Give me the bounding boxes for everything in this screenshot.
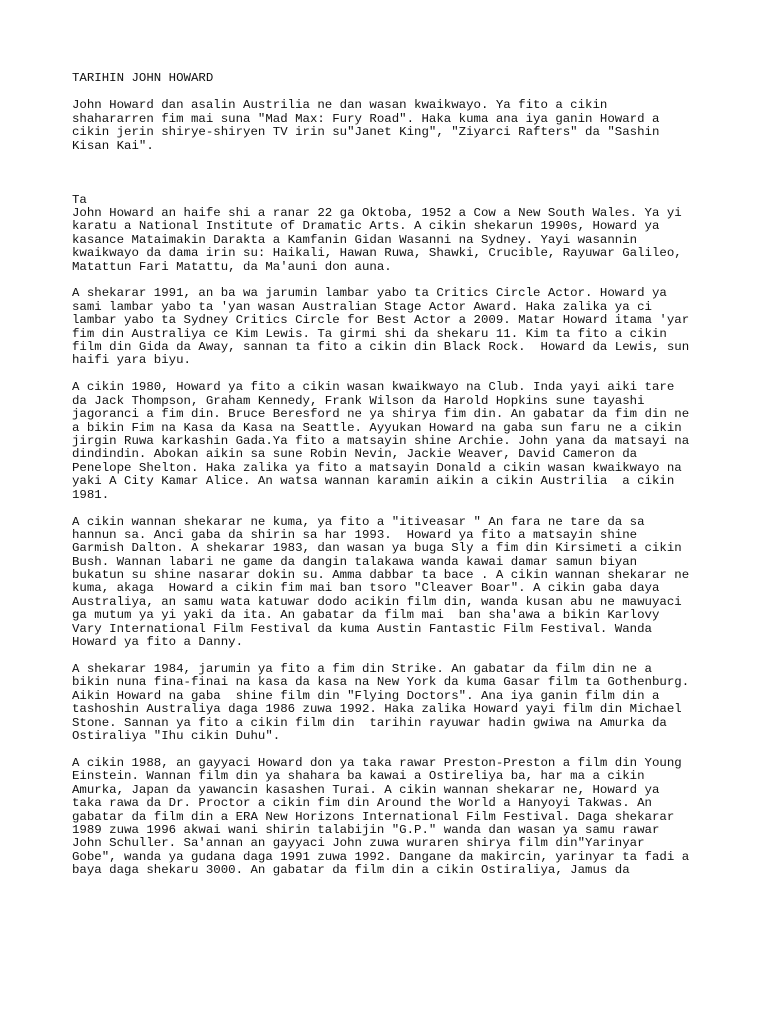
text-line: Aikin Howard na gaba shine film din "Flying Doctors". Ana iya ganin film din a (72, 688, 660, 703)
text-line: da Jack Thompson, Graham Kennedy, Frank Wilson da Harold Hopkins sune tayashi (72, 393, 645, 408)
text-line: kasance Mataimakin Darakta a Kamfanin Gidan Wasanni na Sydney. Yayi wasannin (72, 232, 638, 247)
text-line: lambar yabo ta Sydney Critics Circle for Best Actor a 2009. Matar Howard itama 'yar (72, 313, 690, 328)
text-line: Matattun Fari Matattu, da Ma'auni don auna. (72, 259, 392, 274)
text-line: bukatun su shine nasarar dokin su. Amma dabbar ta bace . A cikin wannan shekarar ne (72, 568, 690, 583)
text-line: cikin jerin shirye-shiryen TV irin su"Janet King", "Ziyarci Rafters" da "Sashin (72, 125, 660, 140)
text-line: Australiya, an samu wata katuwar dodo acikin film din, wanda kusan abu ne mawuyaci (72, 594, 682, 609)
text-line: A cikin 1988, an gayyaci Howard don ya taka rawar Preston-Preston a film din Young (72, 755, 682, 770)
paragraph (72, 287, 712, 367)
text-line: Bush. Wannan labari ne game da dangin talakawa wanda kawai damar samun biyan (72, 554, 638, 569)
text-line: John Howard dan asalin Austrilia ne dan wasan kwaikwayo. Ya fito a cikin (72, 98, 608, 113)
paragraph (72, 99, 712, 153)
text-line: tashoshin Australiya daga 1986 zuwa 1992. Haka zalika Howard yayi film din Michael (72, 702, 682, 717)
text-line: ga mutum ya yi yaki da ita. An gabatar da film mai ban sha'awa a bikin Karlovy (72, 608, 660, 623)
text-line: 1981. (72, 487, 110, 502)
text-line: bikin nuna fina-finai na kasa da kasa na New York da kuma Gasar film ta Gothenburg. (72, 675, 690, 690)
text-line: baya daga shekaru 3000. An gabatar da film din a cikin Ostiraliya, Jamus da (72, 863, 630, 878)
text-line: Garmish Dalton. A shekarar 1983, dan wasan ya buga Sly a fim din Kirsimeti a cikin (72, 541, 682, 556)
text-line: jagoranci a fim din. Bruce Beresford ne ya shirya fim din. An gabatar da fim din ne (72, 407, 690, 422)
text-line: Vary International Film Festival da kuma Austin Fantastic Film Festival. Wanda (72, 621, 652, 636)
text-line: haifi yara biyu. (72, 353, 191, 368)
text-line: Ostiraliya "Ihu cikin Duhu". (72, 728, 281, 743)
text-line: jirgin Ruwa karkashin Gada.Ya fito a matsayin shine Archie. John yana da matsayi na (72, 433, 690, 448)
document-page (72, 72, 712, 891)
text-line: 1989 zuwa 1996 akwai wani shirin talabijin "G.P." wanda dan wasan ya samu rawar (72, 822, 660, 837)
text-line: dindindin. Abokan aikin sa sune Robin Nevin, Jackie Weaver, David Cameron da (72, 447, 638, 462)
text-line: Penelope Shelton. Haka zalika ya fito a matsayin Donald a cikin wasan kwaikwayo na (72, 460, 682, 475)
text-line: John Howard an haife shi a ranar 22 ga Oktoba, 1952 a Cow a New South Wales. Ya yi (72, 205, 682, 220)
text-line: film din Gida da Away, sannan ta fito a cikin din Black Rock. Howard da Lewis, sun (72, 340, 690, 355)
text-line: Stone. Sannan ya fito a cikin film din tarihin rayuwar hadin gwiwa na Amurka da (72, 715, 667, 730)
text-line: hannun sa. Anci gaba da shirin sa har 1993. Howard ya fito a matsayin shine (72, 527, 638, 542)
text-line: gabatar da film din a ERA New Horizons International Film Festival. Daga shekarar (72, 809, 675, 824)
paragraph (72, 663, 712, 743)
document-title: TARIHIN JOHN HOWARD (72, 71, 214, 85)
text-line: Ta (72, 192, 87, 207)
text-line: A shekarar 1984, jarumin ya fito a fim din Strike. An gabatar da film din ne a (72, 662, 652, 677)
document-body (72, 99, 712, 877)
text-line: Gobe", wanda ya gudana daga 1991 zuwa 1992. Dangane da makircin, yarinyar ta fadi a (72, 849, 690, 864)
text-line: yaki A City Kamar Alice. An watsa wannan karamin aikin a cikin Austrilia a cikin (72, 474, 675, 489)
text-line: Einstein. Wannan film din ya shahara ba kawai a Ostireliya ba, har ma a cikin (72, 769, 645, 784)
text-line: Kisan Kai". (72, 138, 154, 153)
text-line: shahararren fim mai suna "Mad Max: Fury Road". Haka kuma ana iya ganin Howard a (72, 111, 660, 126)
text-line: A cikin 1980, Howard ya fito a cikin wasan kwaikwayo na Club. Inda yayi aiki tare (72, 380, 675, 395)
text-line: A shekarar 1991, an ba wa jarumin lambar yabo ta Critics Circle Actor. Howard ya (72, 286, 667, 301)
text-line: a bikin Fim na Kasa da Kasa na Seattle. Ayyukan Howard na gaba sun faru ne a cikin (72, 420, 682, 435)
text-line: John Schuller. Sa'annan an gayyaci John zuwa wuraren shirya film din"Yarinyar (72, 836, 645, 851)
paragraph (72, 194, 712, 274)
text-line: taka rawa da Dr. Proctor a cikin fim din Around the World a Hanyoyi Takwas. An (72, 796, 652, 811)
paragraph (72, 516, 712, 650)
text-line: Amurka, Japan da yawancin kasashen Turai. A cikin wannan shekarar ne, Howard ya (72, 782, 660, 797)
text-line: A cikin wannan shekarar ne kuma, ya fito a "itiveasar " An fara ne tare da sa (72, 514, 645, 529)
text-line: kuma, akaga Howard a cikin fim mai ban tsoro "Cleaver Boar". A cikin gaba daya (72, 581, 660, 596)
text-line: kwaikwayo da dama irin su: Haikali, Hawan Ruwa, Shawki, Crucible, Rayuwar Galileo, (72, 246, 682, 261)
text-line: Howard ya fito a Danny. (72, 635, 244, 650)
paragraph (72, 757, 712, 878)
text-line: sami lambar yabo ta 'yan wasan Australian Stage Actor Award. Haka zalika ya ci (72, 299, 652, 314)
text-line: fim din Australiya ce Kim Lewis. Ta girmi shi da shekaru 11. Kim ta fito a cikin (72, 326, 667, 341)
paragraph (72, 381, 712, 502)
text-line: karatu a National Institute of Dramatic Arts. A cikin shekarun 1990s, Howard ya (72, 219, 660, 234)
